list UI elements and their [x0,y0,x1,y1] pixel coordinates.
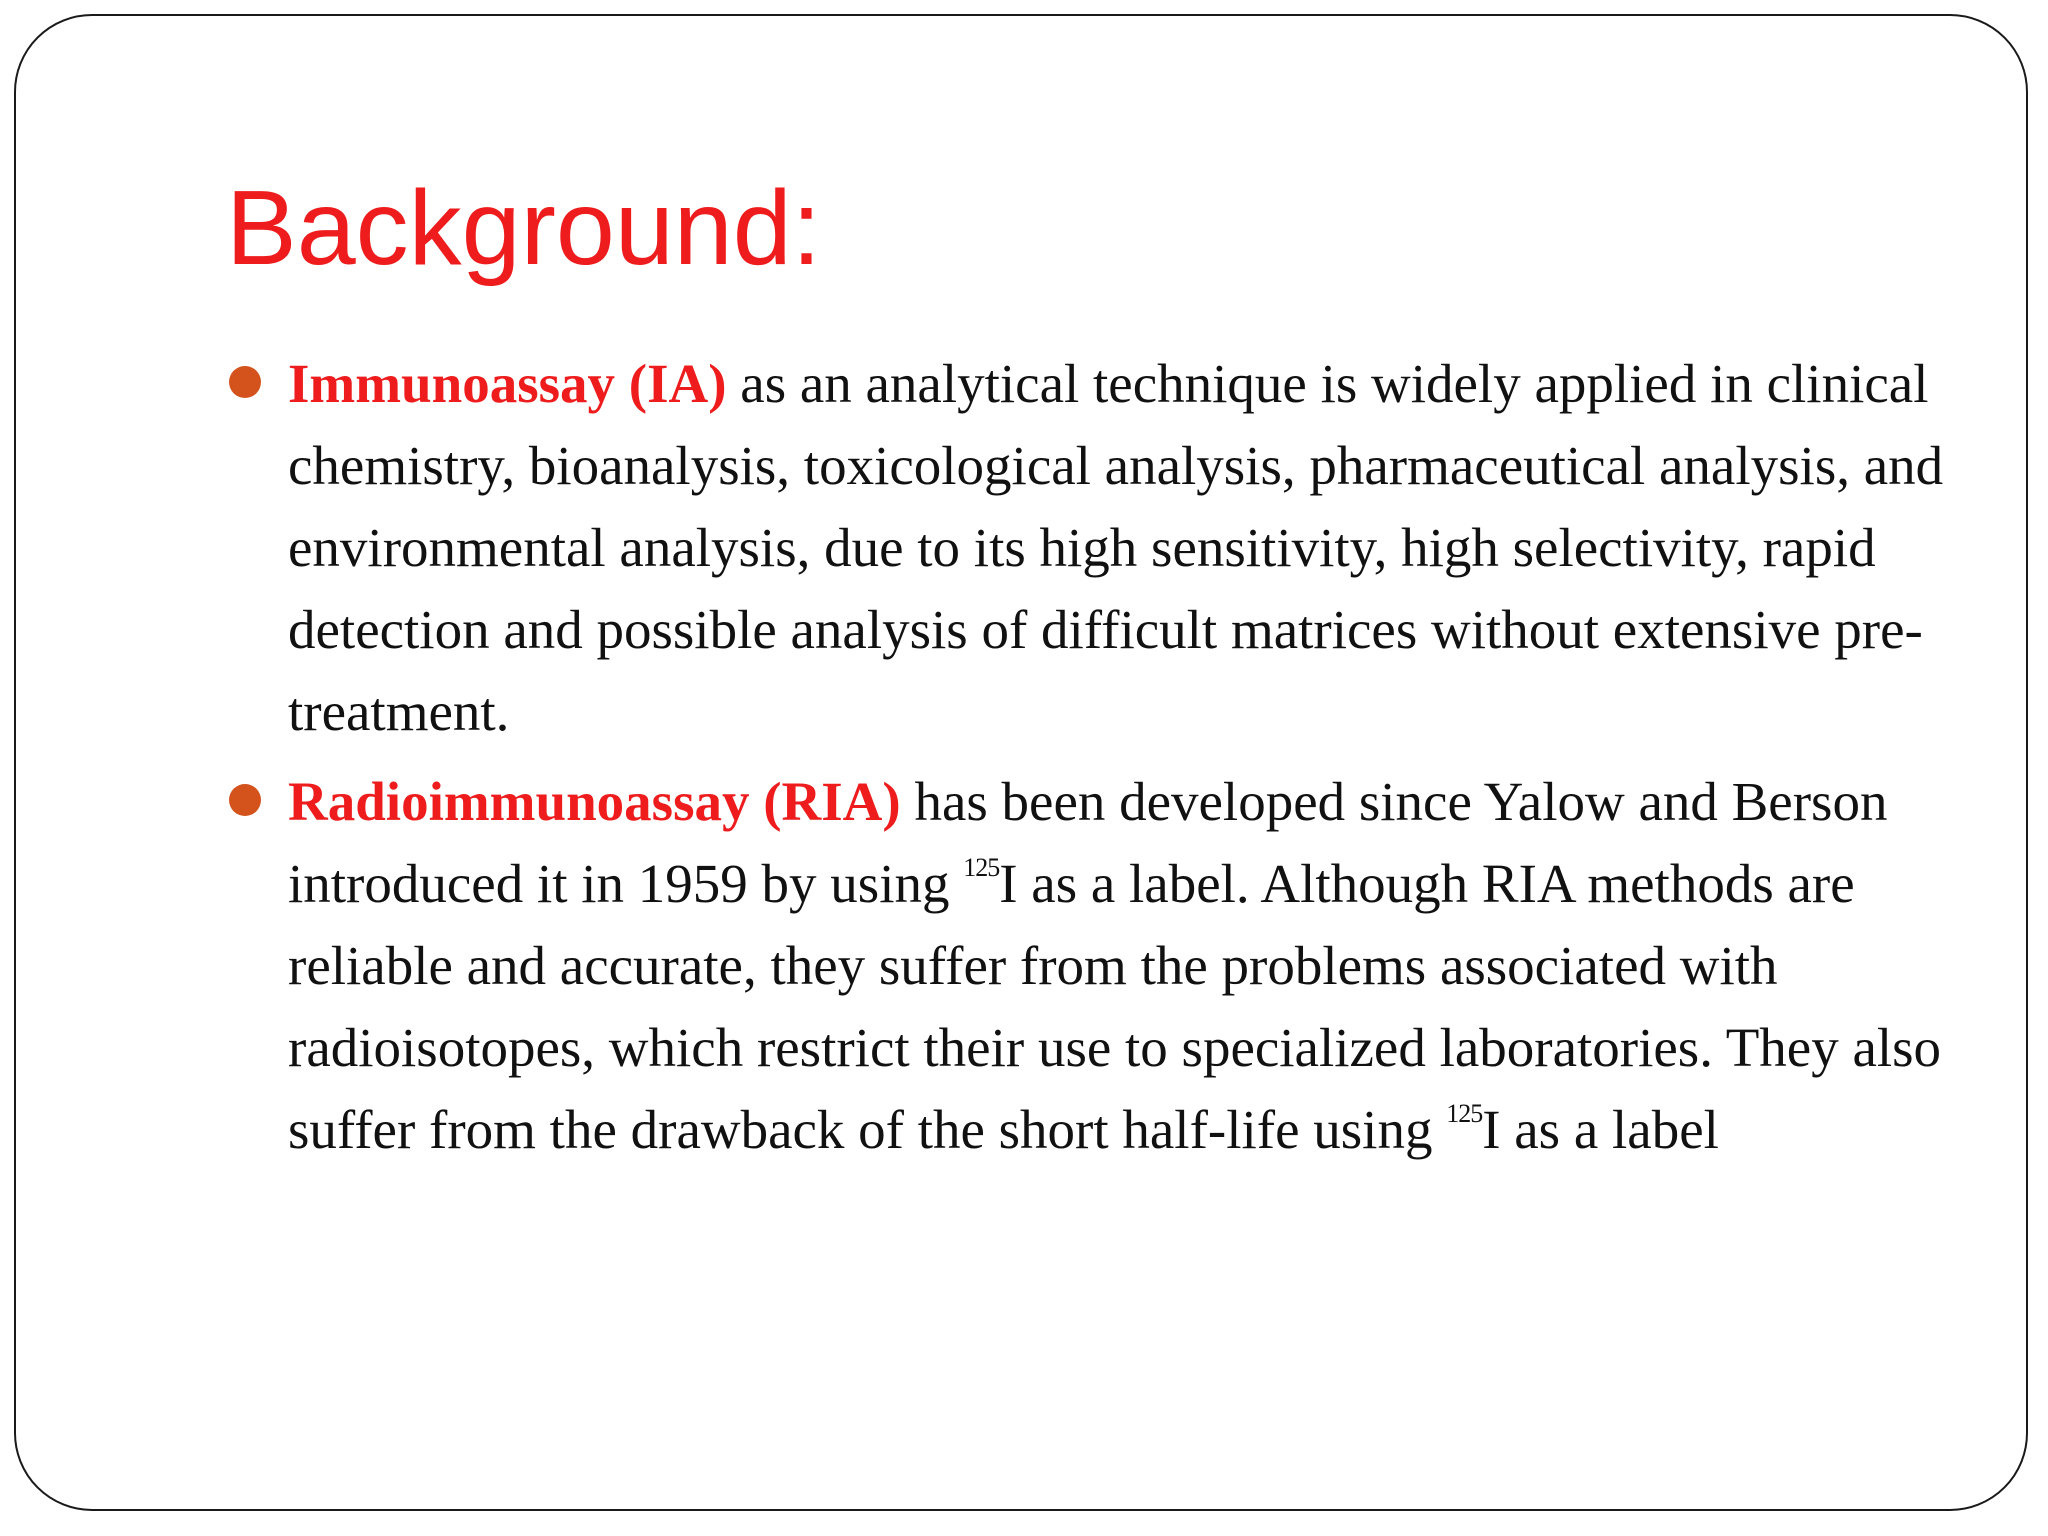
slide-title: Background: [226,169,822,287]
bullet-immunoassay [226,343,1986,753]
bullet-list [226,343,1986,1179]
bullet-text: I as a label [1482,1099,1719,1160]
bullet-text: I as a label. Although RIA methods are reliable and accurate, they suffer from the problems associated with radioisotopes, which restrict their use to specialized laboratories. They also suffer from the drawback of the short half-life using [288,853,1942,1160]
bullet-dot-icon [229,366,261,398]
isotope-superscript: 125 [963,853,1000,882]
term-immunoassay: Immunoassay (IA) [288,353,727,414]
bullet-text: has been developed since Yalow and Berson introduced it in 1959 by using [288,771,1888,914]
isotope-superscript: 125 [1446,1099,1483,1128]
bullet-text: as an analytical technique is widely applied in clinical chemistry, bioanalysis, toxicological analysis, pharmaceutical analysis, and environmental analysis, due to its high sensitivity, high selectivity, rapid detection and possible analysis of difficult matrices without extensive pre-treatment. [288,353,1944,742]
bullet-radioimmunoassay [226,761,1986,1171]
bullet-dot-icon [229,784,261,816]
term-radioimmunoassay: Radioimmunoassay (RIA) [288,771,901,832]
